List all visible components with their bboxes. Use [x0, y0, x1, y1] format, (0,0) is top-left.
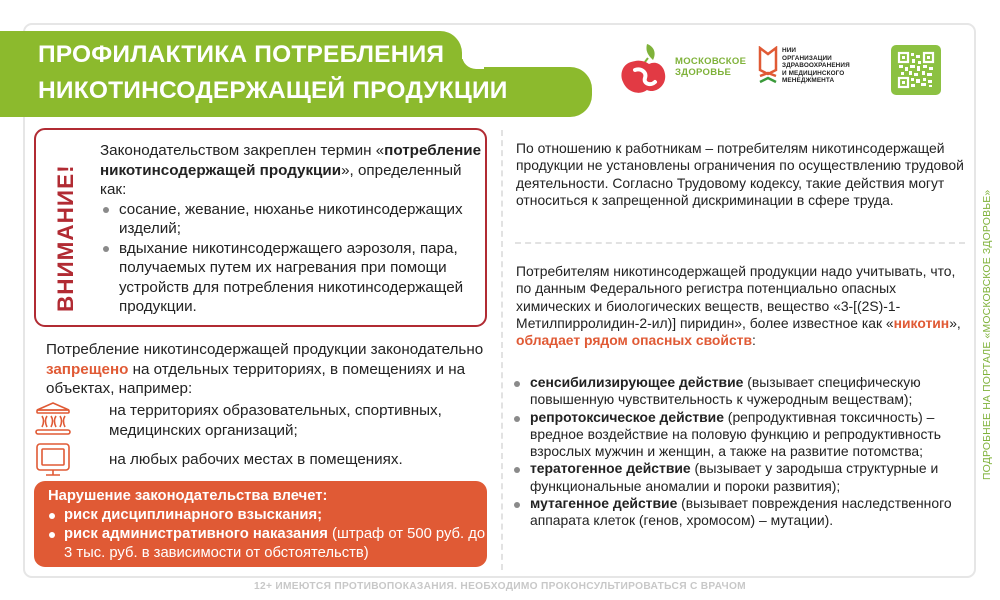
- list-item: сосание, жевание, нюханье никотинсодержащих изделий;: [100, 200, 485, 239]
- penalty-heading: Нарушение законодательства влечет:: [48, 488, 328, 504]
- portal-link-text[interactable]: ПОДРОБНЕЕ НА ПОРТАЛЕ «МОСКОВСКОЕ ЗДОРОВЬЕ»: [982, 189, 993, 480]
- list-item: тератогенное действие (вызывает у зародыша структурные и функциональные аномалии и пороки развития);: [511, 460, 971, 495]
- qr-code-icon: [897, 51, 935, 89]
- page-title: [38, 37, 598, 109]
- effects-list: [511, 374, 971, 530]
- prohibition-text: Потребление никотинсодержащей продукции законодательно запрещено на отдельных территориях, в помещениях и на объектах, например:: [46, 341, 484, 397]
- title-line-1: ПРОФИЛАКТИКА ПОТРЕБЛЕНИЯ: [38, 41, 445, 68]
- monitor-icon: [33, 442, 73, 478]
- list-item: мутагенное действие (вызывает повреждения наследственного аппарата клеток (генов, хромосом) – мутации).: [511, 495, 971, 530]
- nicotine-accent: никотин: [893, 314, 950, 331]
- place-text: на любых рабочих местах в помещениях.: [109, 451, 403, 468]
- penalty-box: [34, 481, 487, 567]
- apple-logo-icon: [617, 40, 671, 96]
- penalty-list: [48, 506, 487, 563]
- warning-label: ВНИМАНИЕ!: [53, 164, 78, 312]
- list-item: вдыхание никотинсодержащего аэрозоля, пара, получаемых путем их нагревания при помощи устройств для потребления никотинсодержащей продукции.: [100, 239, 485, 317]
- list-item: риск административного наказания (штраф от 500 руб. до 3 тыс. руб. в зависимости от обстоятельств): [48, 525, 487, 563]
- qr-code[interactable]: [891, 45, 941, 95]
- list-item: сенсибилизирующее действие (вызывает специфическую повышенную чувствительность к чужеродным веществам);: [511, 374, 971, 409]
- place-item-organizations: [33, 401, 493, 440]
- list-item: риск дисциплинарного взыскания;: [48, 506, 487, 525]
- building-icon: [33, 401, 73, 437]
- prohibited-accent: запрещено: [46, 360, 129, 378]
- warning-intro: Законодательством закреплен термин «потребление никотинсодержащей продукции», определенный как:: [100, 142, 482, 198]
- term-bold: потребление никотинсодержащей продукции: [100, 142, 482, 179]
- list-item: репротоксическое действие (репродуктивная токсичность) – вредное воздействие на половую функцию и репродуктивность взрослых мужчин и женщин, а также на развитие потомства;: [511, 409, 971, 461]
- moscow-health-logo[interactable]: [613, 34, 747, 94]
- warning-box: [34, 128, 487, 327]
- moscow-health-logo-text: МОСКОВСКОЕ ЗДОРОВЬЕ: [675, 56, 747, 78]
- place-text: на территориях образовательных, спортивных, медицинских организаций;: [109, 402, 442, 439]
- column-divider: [501, 130, 503, 570]
- warning-list: [100, 200, 485, 317]
- place-item-workplaces: [33, 442, 493, 478]
- section-divider: [515, 242, 965, 244]
- book-logo-icon: [758, 46, 778, 84]
- nii-logo[interactable]: [758, 46, 878, 96]
- nii-logo-text: НИИ ОРГАНИЗАЦИИ ЗДРАВООХРАНЕНИЯ И МЕДИЦИНСКОГО МЕНЕДЖМЕНТА: [782, 47, 850, 85]
- nicotine-text: Потребителям никотинсодержащей продукции надо учитывать, что, по данным Федерального регистра потенциально опасных химических и биологических веществ, вещество «3-[(2S)-1-Метилпирролидин-2-ил)] пиридин», более известное как «никотин», обладает рядом опасных свойств:: [516, 263, 961, 349]
- warning-body: [100, 141, 485, 317]
- dangerous-properties-accent: обладает рядом опасных свойств: [516, 332, 753, 349]
- disclaimer-footer: 12+ ИМЕЮТСЯ ПРОТИВОПОКАЗАНИЯ. НЕОБХОДИМО ПРОКОНСУЛЬТИРОВАТЬСЯ С ВРАЧОМ: [254, 581, 746, 592]
- workers-text: По отношению к работникам – потребителям никотинсодержащей продукции не установлены ограничения по осуществлению трудовой деятельности. Согласно Трудовому кодексу, такие действия могут относиться к запрещенной дискриминации в сфере труда.: [516, 140, 964, 208]
- title-line-2: НИКОТИНСОДЕРЖАЩЕЙ ПРОДУКЦИИ: [38, 77, 508, 104]
